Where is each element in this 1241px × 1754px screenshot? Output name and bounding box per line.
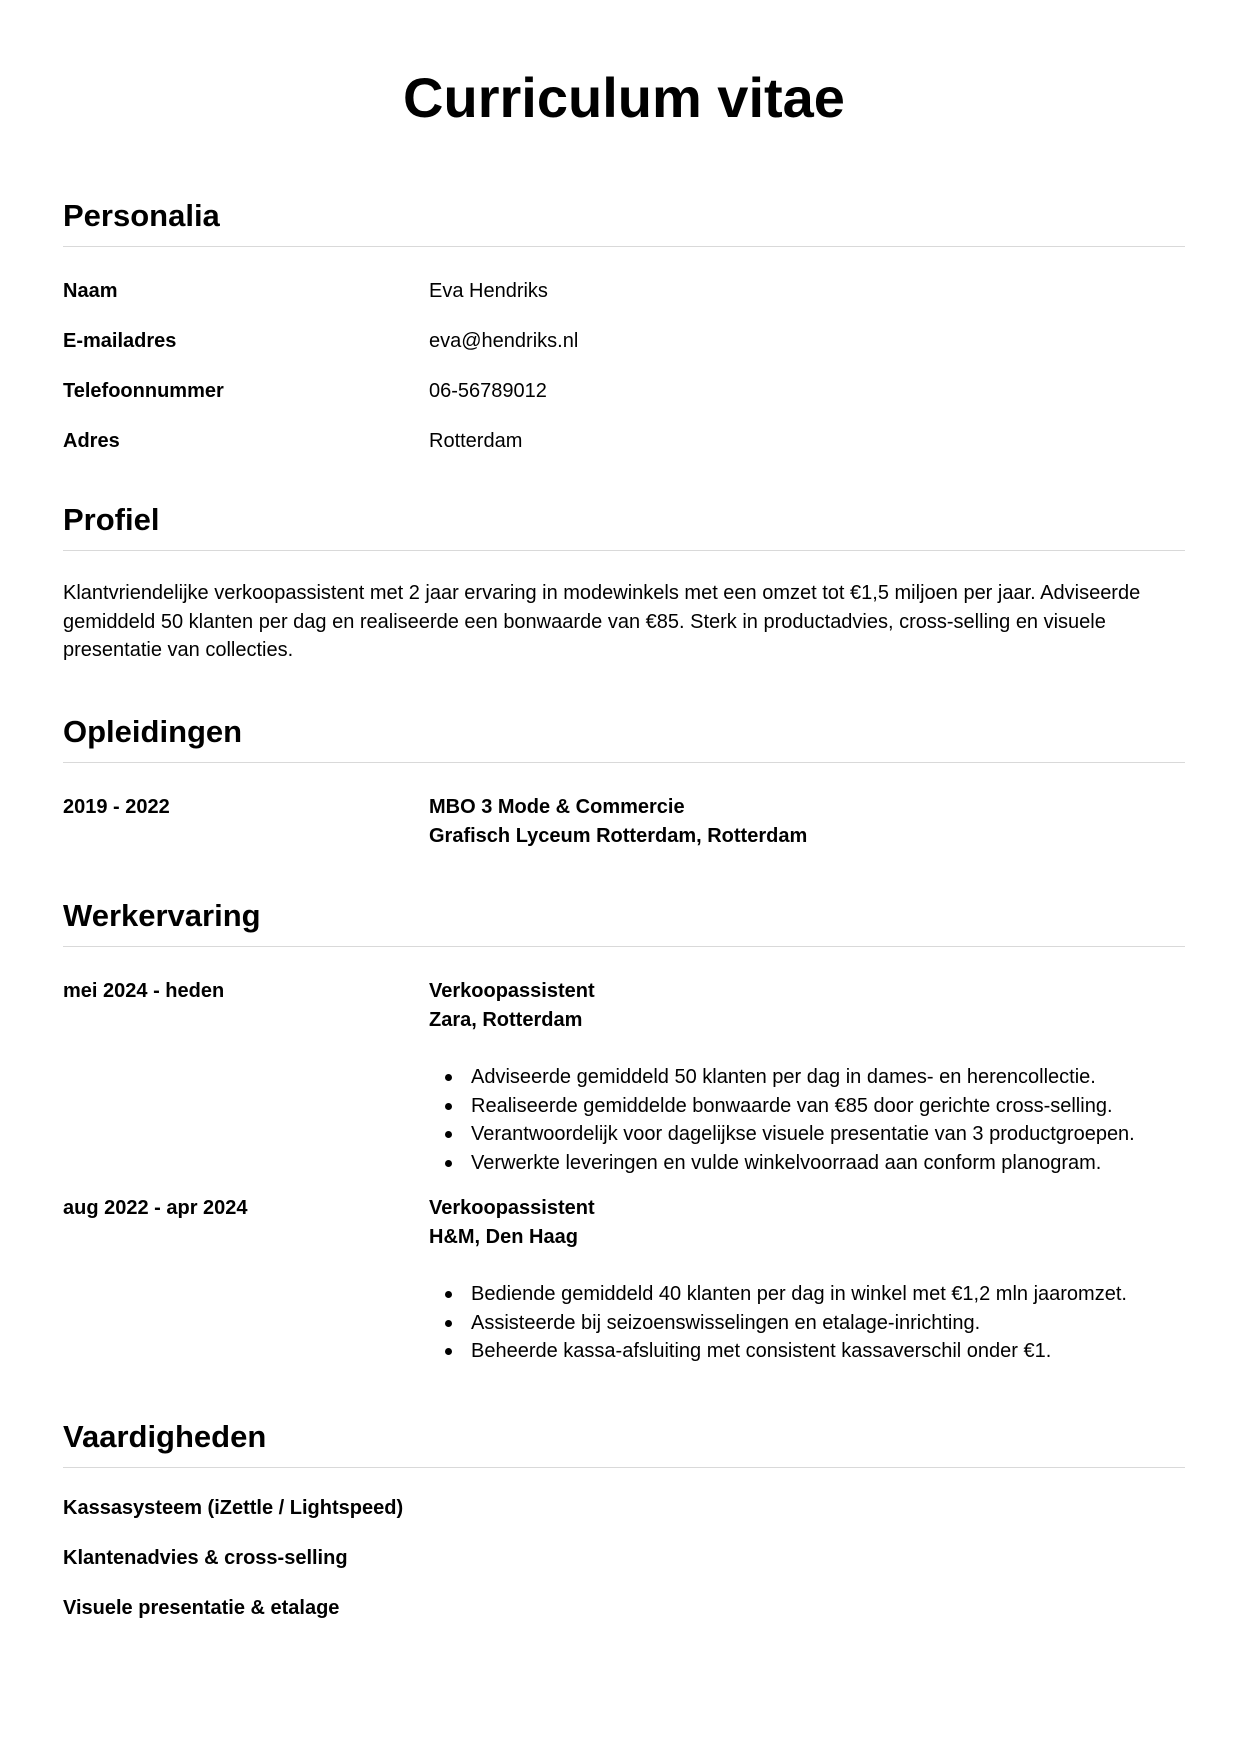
section-heading-opleidingen: Opleidingen [63, 712, 1185, 763]
profile-text: Klantvriendelijke verkoopassistent met 2 jaar ervaring in modewinkels met een omzet tot €1,5 miljoen per jaar. Adviseerde gemiddeld 50 klanten per dag en realiseerde een bonwaarde van €85. Sterk in productadvies, cross-selling en visuele presentatie van collecties. [63, 582, 1141, 661]
work-title: Verkoopassistent [429, 1197, 595, 1219]
section-opleidingen [63, 712, 1185, 851]
personalia-label: Telefoonnummer [63, 380, 224, 402]
list-item: Adviseerde gemiddeld 50 klanten per dag in dames- en herencollectie. [429, 1063, 1185, 1092]
personalia-label: Adres [63, 430, 120, 452]
list-item: Beheerde kassa-afsluiting met consistent kassaverschil onder €1. [429, 1337, 1185, 1366]
section-personalia [63, 196, 1185, 478]
personalia-row-name [63, 278, 1185, 328]
personalia-row-address [63, 428, 1185, 478]
work-entry-zara [63, 977, 1185, 1177]
skill-item: Klantenadvies & cross-selling [63, 1547, 348, 1569]
work-employer: H&M, Den Haag [429, 1226, 578, 1248]
work-bullets [429, 1280, 1185, 1366]
section-heading-werkervaring: Werkervaring [63, 896, 1185, 947]
personalia-row-phone [63, 378, 1185, 428]
work-employer: Zara, Rotterdam [429, 1009, 583, 1031]
section-werkervaring [63, 896, 1185, 1366]
section-vaardigheden [63, 1417, 1185, 1645]
personalia-label: E-mailadres [63, 330, 177, 352]
work-title: Verkoopassistent [429, 980, 595, 1002]
personalia-value: Eva Hendriks [429, 280, 548, 302]
list-item: Verantwoordelijk voor dagelijkse visuele presentatie van 3 productgroepen. [429, 1120, 1185, 1149]
work-period: mei 2024 - heden [63, 980, 225, 1002]
education-institution: Grafisch Lyceum Rotterdam, Rotterdam [429, 825, 808, 847]
list-item: Realiseerde gemiddelde bonwaarde van €85 door gerichte cross-selling. [429, 1092, 1185, 1121]
education-entry [63, 793, 1185, 851]
section-heading-vaardigheden: Vaardigheden [63, 1417, 1185, 1468]
list-item: Bediende gemiddeld 40 klanten per dag in winkel met €1,2 mln jaaromzet. [429, 1280, 1185, 1309]
list-item: Assisteerde bij seizoenswisselingen en etalage-inrichting. [429, 1309, 1185, 1338]
personalia-value: Rotterdam [429, 430, 523, 452]
work-entry-hm [63, 1194, 1185, 1366]
list-item: Verwerkte leveringen en vulde winkelvoorraad aan conform planogram. [429, 1149, 1185, 1178]
education-period: 2019 - 2022 [63, 796, 170, 818]
section-heading-personalia: Personalia [63, 196, 1185, 247]
personalia-label: Naam [63, 280, 118, 302]
skill-item: Kassasysteem (iZettle / Lightspeed) [63, 1497, 404, 1519]
page-title: Curriculum vitae [403, 66, 845, 129]
personalia-value: eva@hendriks.nl [429, 330, 579, 352]
education-title: MBO 3 Mode & Commercie [429, 796, 685, 818]
work-bullets [429, 1063, 1185, 1177]
skill-item: Visuele presentatie & etalage [63, 1597, 340, 1619]
section-heading-profiel: Profiel [63, 500, 1185, 551]
personalia-row-email [63, 328, 1185, 378]
personalia-value: 06-56789012 [429, 380, 547, 402]
section-profiel [63, 500, 1185, 665]
work-period: aug 2022 - apr 2024 [63, 1197, 248, 1219]
